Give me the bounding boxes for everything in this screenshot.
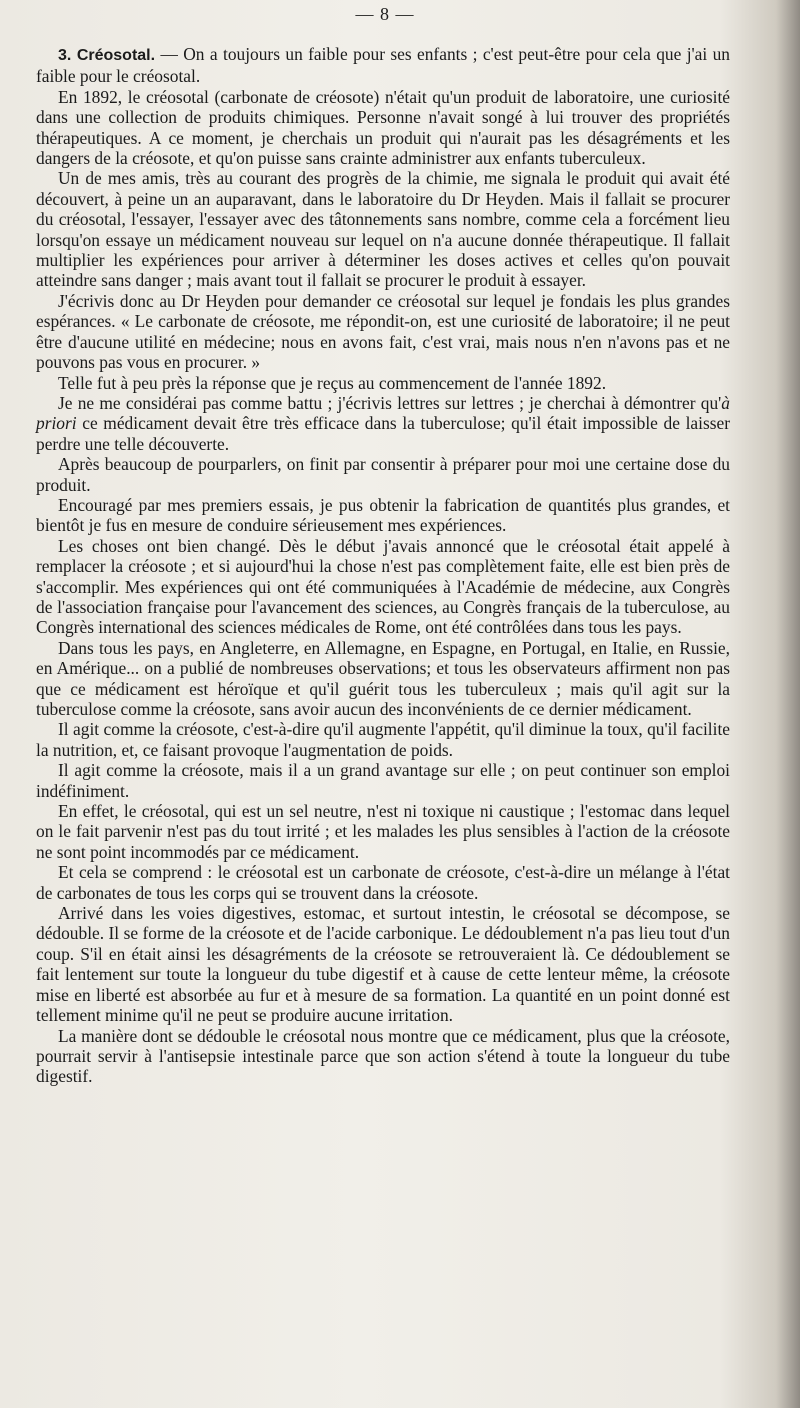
section-intro-text: — On a toujours un faible pour ses enfants ; c'est peut-être pour cela que j'ai un faible pour le créosotal. bbox=[36, 44, 730, 87]
paragraph: Telle fut à peu près la réponse que je reçus au commencement de l'année 1892. bbox=[58, 372, 607, 393]
paragraph: La manière dont se dédouble le créosotal nous montre que ce médicament, plus que la créosote, pourrait servir à l'antisepsie intestinale parce que son action s'étend à toute la longueur du tube digestif. bbox=[36, 1025, 730, 1087]
paragraph: Dans tous les pays, en Angleterre, en Allemagne, en Espagne, en Portugal, en Italie, en Russie, en Amérique... on a publié de nombreuses observations; et tous les observateurs affirment non pas que ce médicament est héroïque et qu'il guérit tous les tuberculeux ; mais qu'il agit sur la tuberculose comme la créosote, sans avoir aucun des inconvénients de ce dernier médicament. bbox=[36, 637, 730, 719]
italic-phrase: à priori bbox=[36, 392, 730, 434]
section-intro-paragraph bbox=[36, 44, 730, 87]
section-heading: 3. Créosotal. bbox=[58, 47, 156, 64]
paragraph-text: ce médicament devait être très efficace dans la tuberculose; qu'il était impossible de laisser perdre une telle découverte. bbox=[36, 413, 730, 454]
paragraph-with-italic bbox=[36, 393, 730, 454]
paragraph-text: Je ne me considérai pas comme battu ; j'écrivis lettres sur lettres ; je cherchai à démontrer qu' bbox=[58, 392, 722, 413]
body-text bbox=[36, 44, 730, 1087]
paragraph: En effet, le créosotal, qui est un sel neutre, n'est ni toxique ni caustique ; l'estomac dans lequel on le fait parvenir n'est pas du tout irrité ; et les malades les plus sensibles à l'action de la créosote ne sont point incommodés par ce médicament. bbox=[36, 801, 730, 862]
paragraph: En 1892, le créosotal (carbonate de créosote) n'était qu'un produit de laboratoire, une curiosité dans une collection de produits chimiques. Personne n'avait songé à lui trouver des propriétés thérapeutiques. A ce moment, je cherchais un produit qui n'aurait pas les désagréments et les dangers de la créosote, et qu'on puisse sans crainte administrer aux enfants tuberculeux. bbox=[36, 86, 730, 169]
paragraph: Et cela se comprend : le créosotal est un carbonate de créosote, c'est-à-dire un mélange à l'état de carbonates de tous les corps qui se trouvent dans la créosote. bbox=[36, 862, 730, 903]
paragraph: Il agit comme la créosote, mais il a un grand avantage sur elle ; on peut continuer son emploi indéfiniment. bbox=[36, 760, 730, 801]
paragraph: Encouragé par mes premiers essais, je pus obtenir la fabrication de quantités plus grandes, et bientôt je fus en mesure de conduire sérieusement mes expériences. bbox=[36, 494, 730, 536]
paragraph: Arrivé dans les voies digestives, estomac, et surtout intestin, le créosotal se décompose, se dédouble. Il se forme de la créosote et de l'acide carbonique. Le dédoublement n'a pas lieu tout d'un coup. S'il en était ainsi les désagréments de la créosote se retrouveraient là. Ce dédoublement se fait lentement sur toute la longueur du tube digestif et à cause de cette lenteur même, la créosote mise en liberté est absorbée au fur et à mesure de sa formation. La quantité en un point donné est tellement minime qu'il ne peut se produire aucune irritation. bbox=[36, 903, 730, 1026]
paragraph: Il agit comme la créosote, c'est-à-dire qu'il augmente l'appétit, qu'il diminue la toux, qu'il facilite la nutrition, et, ce faisant provoque l'augmentation de poids. bbox=[36, 719, 730, 760]
paragraph: Les choses ont bien changé. Dès le début j'avais annoncé que le créosotal était appelé à remplacer la créosote ; et si aujourd'hui la chose n'est pas complètement faite, elle est bien près de s'accomplir. Mes expériences qui ont été communiquées à l'Académie de médecine, aux Congrès de l'association française pour l'avancement des sciences, au Congrès français de la tuberculose, au Congrès international des sciences médicales de Rome, ont été contrôlées dans tous les pays. bbox=[36, 535, 730, 638]
page-number: — 8 — bbox=[355, 4, 415, 24]
paragraph: J'écrivis donc au Dr Heyden pour demander ce créosotal sur lequel je fondais les plus grandes espérances. « Le carbonate de créosote, me répondit-on, est une curiosité de laboratoire; il ne peut être d'aucune utilité en médecine; nous en avons fait, c'est vrai, mais nous n'en n'avons pas et ne pouvons pas vous en procurer. » bbox=[36, 290, 730, 373]
paragraph: Un de mes amis, très au courant des progrès de la chimie, me signala le produit qui avait été découvert, à peine un an auparavant, dans le laboratoire du Dr Heyden. Mais il fallait se procurer du créosotal, l'essayer, l'essayer avec des tâtonnements sans nombre, comme cela a forcément lieu lorsqu'on essaye un médicament nouveau sur lequel on n'a aucune donnée thérapeutique. Il fallait multiplier les expériences pour arriver à déterminer les doses actives et celles qu'on pouvait atteindre sans danger ; mais avant tout il fallait se procurer le produit à essayer. bbox=[36, 168, 730, 291]
paragraph: Après beaucoup de pourparlers, on finit par consentir à préparer pour moi une certaine dose du produit. bbox=[36, 454, 730, 495]
